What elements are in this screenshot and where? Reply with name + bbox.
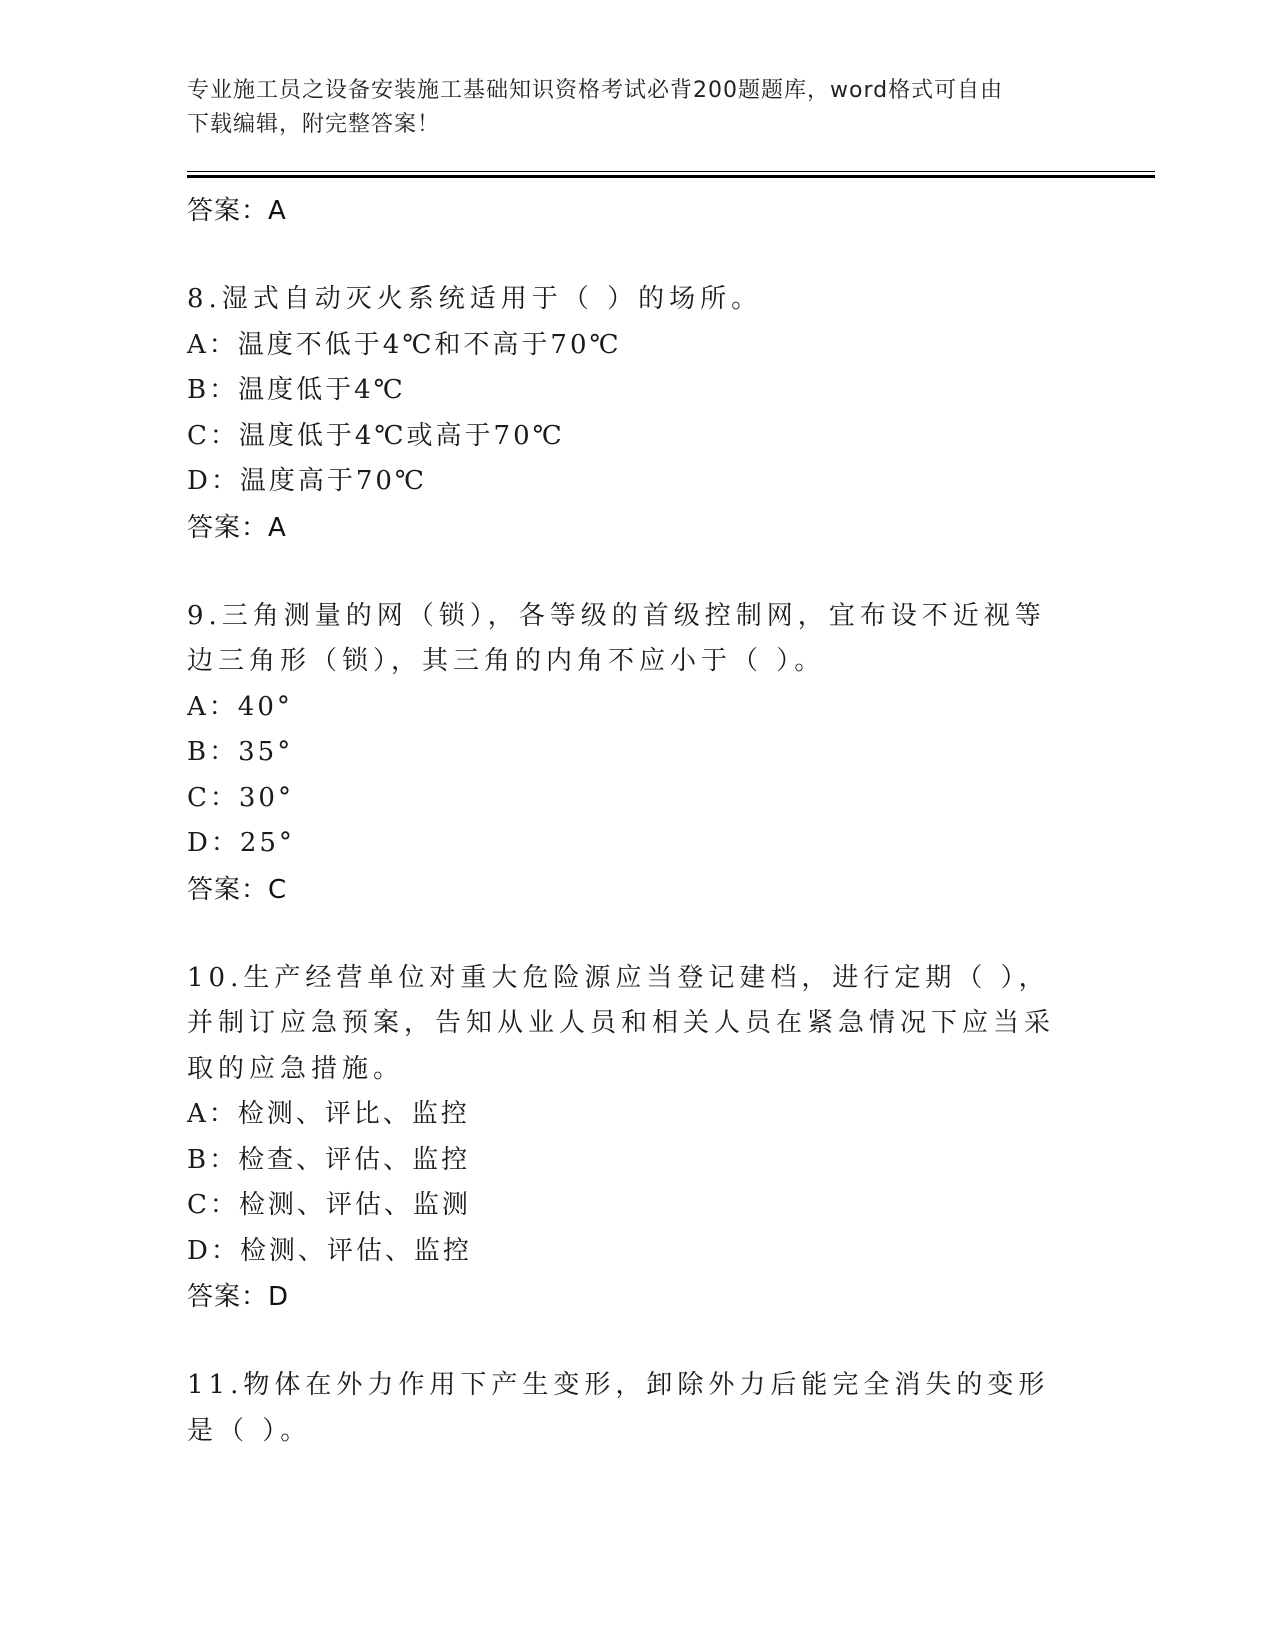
option-b: B：温度低于4℃ [187,375,406,405]
option-b: B：35° [187,737,294,767]
answer-line: 答案：A [187,512,287,543]
header-line-1: 专业施工员之设备安装施工基础知识资格考试必背200题题库，word格式可自由 [187,78,1004,103]
question-stem: 11.物体在外力作用下产生变形，卸除外力后能完全消失的变形是（ ）。 [187,1370,1050,1446]
spacer [187,234,1067,277]
question-block [187,956,1067,1321]
spacer [187,913,1067,956]
answer-line: 答案：C [187,874,288,905]
option-a: A：温度不低于4℃和不高于70℃ [187,329,622,360]
header-line-2: 下载编辑，附完整答案！ [187,112,441,137]
spacer [187,551,1067,594]
option-c: C：检测、评估、监测 [187,1190,471,1220]
question-list [187,188,1067,1454]
question-block [187,1363,1067,1454]
option-d: D：检测、评估、监控 [187,1235,472,1266]
spacer [187,1320,1067,1363]
option-a: A：40° [187,691,293,722]
option-d: D：25° [187,828,295,858]
answer-line: 答案：D [187,1282,290,1312]
answer-line: 答案：A [187,196,287,226]
question-stem: 10.生产经营单位对重大危险源应当登记建档，进行定期（ ），并制订应急预案，告知从业人员和相关人员在紧急情况下应当采取的应急措施。 [187,962,1056,1084]
option-a: A：检测、评比、监控 [187,1099,470,1129]
question-block [187,594,1067,913]
header-divider-thin [187,171,1155,172]
question-block [187,277,1067,551]
question-stem: 8.湿式自动灭火系统适用于（ ）的场所。 [187,284,763,314]
option-c: C：温度低于4℃或高于70℃ [187,420,565,451]
page-header [187,74,1067,142]
option-b: B：检查、评估、监控 [187,1144,471,1175]
question-stem: 9.三角测量的网（锁），各等级的首级控制网，宜布设不近视等边三角形（锁），其三角的内角不应小于（ ）。 [187,600,1046,676]
option-c: C：30° [187,782,294,813]
header-divider-thick [187,175,1155,178]
option-d: D：温度高于70℃ [187,466,428,496]
